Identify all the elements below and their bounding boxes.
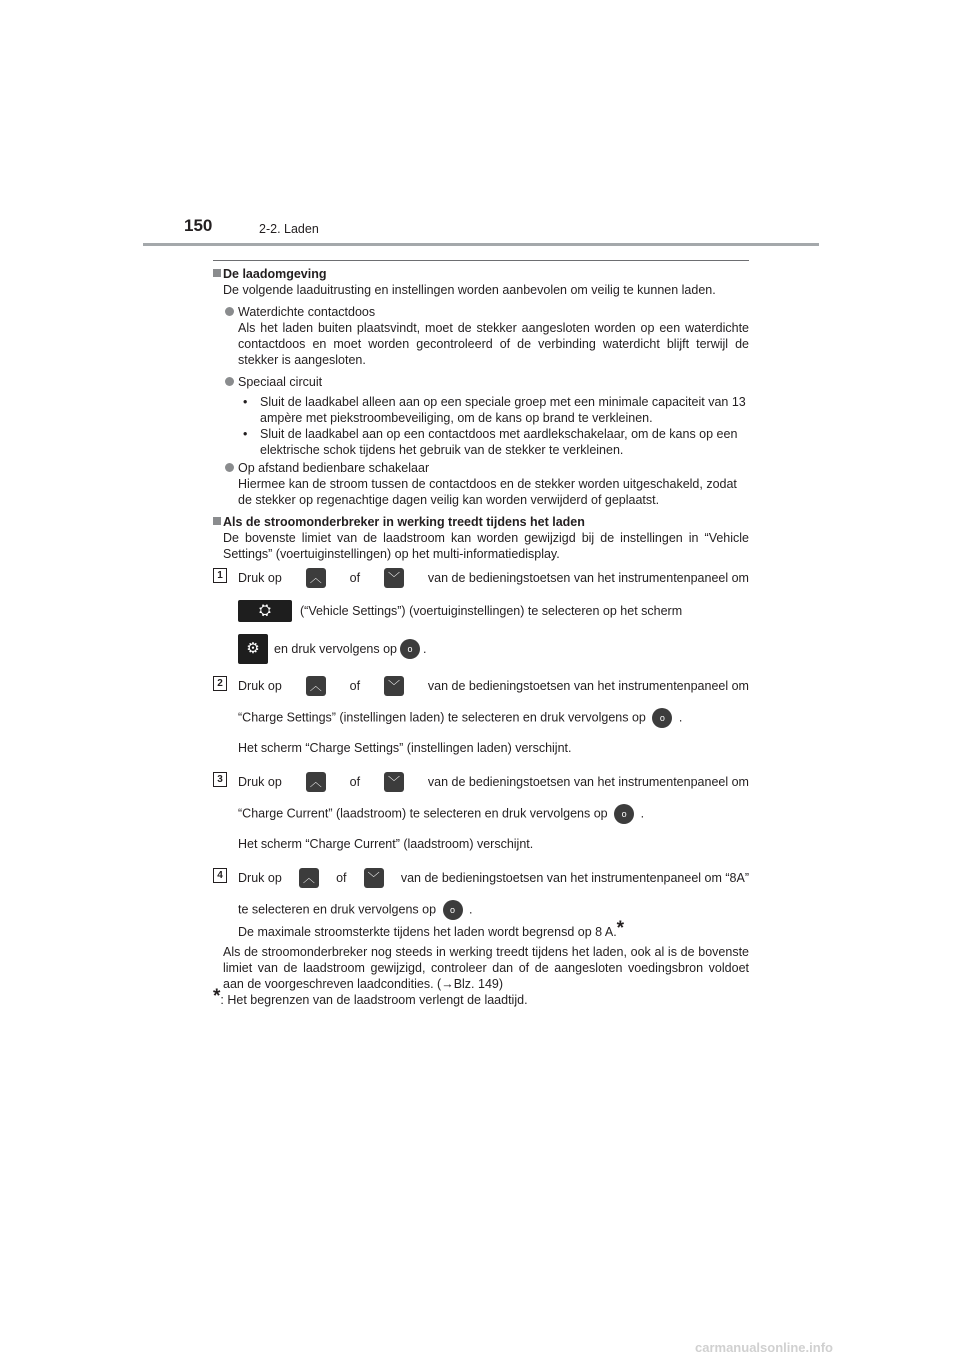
step-result [238, 918, 749, 942]
step-line [238, 676, 749, 696]
step-text: of [349, 571, 361, 585]
bullet-dot-icon [225, 463, 234, 472]
step-line [238, 900, 749, 920]
step-3 [213, 772, 749, 854]
environment-item [213, 374, 749, 390]
step-text: of [336, 871, 347, 885]
environment-item [213, 460, 749, 508]
ok-button-icon: o [400, 639, 420, 659]
item-title: Waterdichte contactdoos [238, 305, 376, 319]
item-title: Op afstand bedienbare schakelaar [238, 461, 430, 475]
section-title: 2-2. Laden [259, 222, 319, 236]
bullet-marker: • [243, 395, 248, 409]
item-text: Als het laden buiten plaatsvindt, moet de stekker aangesloten worden op een waterdichte contactdoos en moet worden gecontroleerd of de verbinding waterdicht blijft terwijl de stekker is aangesloten. [238, 321, 749, 367]
step-number: 2 [213, 676, 227, 691]
step-text: van de bedieningstoetsen van het instrumentenpaneel om [427, 775, 749, 789]
step-result: Het scherm “Charge Settings” (instellingen laden) verschijnt. [238, 741, 572, 755]
environment-section [213, 266, 749, 298]
car-settings-icon: ⛭ [238, 600, 292, 622]
step-text: of [349, 679, 361, 693]
chevron-down-icon: ﹀ [384, 772, 404, 792]
step-line [238, 568, 749, 588]
step-text: van de bedieningstoetsen van het instrumentenpaneel om “8A” [400, 871, 749, 885]
step-line [238, 634, 749, 664]
step-1 [213, 568, 749, 664]
ok-button-icon: o [443, 900, 463, 920]
step-text: van de bedieningstoetsen van het instrumentenpaneel om [427, 679, 749, 693]
item-text: Hiermee kan de stroom tussen de contactdoos en de stekker worden uitgeschakeld, zodat de stekker op regenachtige dagen veilig kan worden verwijderd of geplaatst. [238, 477, 737, 507]
step-result-text: De maximale stroomsterkte tijdens het laden wordt begrensd op 8 A. [238, 925, 617, 939]
chevron-down-icon: ﹀ [364, 868, 384, 888]
bullet-text: Sluit de laadkabel alleen aan op een speciale groep met een minimale capaciteit van 13 ampère met piekstroombeveiliging, om de kans op brand te verkleinen. [260, 395, 746, 425]
section-square-icon [213, 517, 221, 525]
step-text: Druk op [238, 775, 282, 789]
step-text: Druk op [238, 679, 282, 693]
footnote-text: : Het begrenzen van de laadstroom verlengt de laadtijd. [220, 993, 528, 1007]
breaker-heading: Als de stroomonderbreker in werking treedt tijdens het laden [223, 515, 585, 529]
section-square-icon [213, 269, 221, 277]
breaker-intro: De bovenste limiet van de laadstroom kan worden gewijzigd bij de instellingen in “Vehicle Settings” (voertuiginstellingen) op het multi-informatiedisplay. [223, 531, 749, 561]
step-text: . [678, 710, 683, 725]
chevron-down-icon: ﹀ [384, 568, 404, 588]
ok-button-icon: o [652, 708, 672, 728]
bullet-dot-icon [225, 307, 234, 316]
chevron-up-icon: ︿ [306, 772, 326, 792]
chevron-up-icon: ︿ [299, 868, 319, 888]
header-rule [143, 243, 819, 246]
step-line [238, 708, 749, 728]
chevron-down-icon: ﹀ [384, 676, 404, 696]
step-text: en druk vervolgens op [274, 642, 397, 656]
breaker-note: Als de stroomonderbreker nog steeds in werking treedt tijdens het laden, ook al is de bovenste limiet van de laadstroom gewijzigd, controleer dan of de aangesloten voedingsbron voldoet aan de voorgeschreven laadcondities. (→Blz. 149) [223, 945, 749, 991]
list-item [238, 426, 749, 458]
page-content [213, 266, 749, 1008]
step-text: te selecteren en druk vervolgens op [238, 902, 437, 917]
step-result: Het scherm “Charge Current” (laadstroom) verschijnt. [238, 837, 534, 851]
step-4 [213, 868, 749, 942]
watermark: carmanualsonline.info [695, 1340, 833, 1355]
step-text: “Charge Settings” (instellingen laden) te selecteren en druk vervolgens op [238, 710, 646, 725]
step-line [238, 868, 749, 888]
step-2 [213, 676, 749, 758]
breaker-section [213, 514, 749, 562]
gear-icon: ⚙ [238, 634, 268, 664]
list-item [238, 394, 749, 426]
step-text: “Charge Current” (laadstroom) te selecteren en druk vervolgens op [238, 806, 608, 821]
step-text: . [640, 806, 645, 821]
bullet-dot-icon [225, 377, 234, 386]
step-text: van de bedieningstoetsen van het instrumentenpaneel om [427, 571, 749, 585]
step-number: 4 [213, 868, 227, 883]
step-text: . [469, 902, 473, 917]
bullet-marker: • [243, 427, 248, 441]
section-divider [213, 260, 749, 261]
step-text: . [423, 642, 427, 656]
footnote [213, 986, 749, 1008]
ok-button-icon: o [614, 804, 634, 824]
step-line [238, 772, 749, 792]
bullet-text: Sluit de laadkabel aan op een contactdoos met aardlekschakelaar, om de kans op een elektrische schok tijdens het gebruik van de stekker te verkleinen. [260, 427, 738, 457]
step-number: 1 [213, 568, 227, 583]
chevron-up-icon: ︿ [306, 568, 326, 588]
step-text: of [349, 775, 361, 789]
step-text: Druk op [238, 871, 282, 885]
step-text: Druk op [238, 571, 282, 585]
page-number: 150 [184, 216, 213, 235]
environment-heading: De laadomgeving [223, 267, 327, 281]
footnote-marker: * [616, 918, 625, 939]
step-line [238, 600, 749, 622]
chevron-up-icon: ︿ [306, 676, 326, 696]
step-number: 3 [213, 772, 227, 787]
footnote-star: * [213, 986, 221, 1007]
step-line [238, 804, 749, 824]
item-title: Speciaal circuit [238, 375, 323, 389]
environment-item [213, 304, 749, 368]
environment-intro: De volgende laaduitrusting en instellingen worden aanbevolen om veilig te kunnen laden. [223, 283, 716, 297]
step-text: (“Vehicle Settings”) (voertuiginstellingen) te selecteren op het scherm [300, 604, 683, 618]
